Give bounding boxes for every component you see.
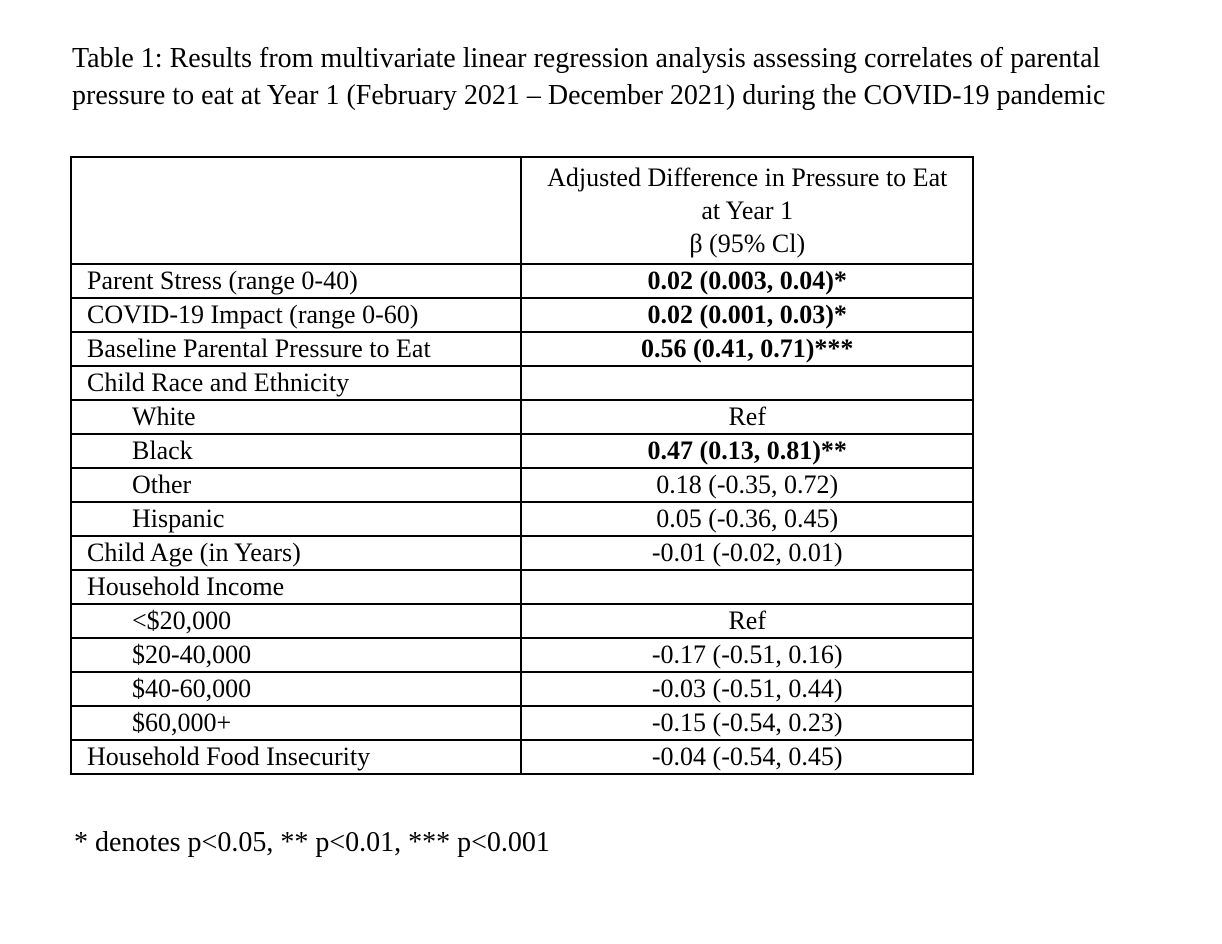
row-label: White xyxy=(71,400,521,434)
table-row xyxy=(71,604,973,638)
header-line-1: Adjusted Difference in Pressure to Eat xyxy=(547,163,948,192)
header-line-3: β (95% Cl) xyxy=(689,229,806,258)
row-label: <$20,000 xyxy=(71,604,521,638)
table-row xyxy=(71,502,973,536)
table-row xyxy=(71,400,973,434)
row-estimate xyxy=(521,570,973,604)
row-label: Black xyxy=(71,434,521,468)
table-row xyxy=(71,672,973,706)
row-estimate: 0.56 (0.41, 0.71)*** xyxy=(521,332,973,366)
row-estimate: 0.02 (0.003, 0.04)* xyxy=(521,264,973,298)
row-label: Other xyxy=(71,468,521,502)
row-estimate: -0.04 (-0.54, 0.45) xyxy=(521,740,973,774)
header-value-cell xyxy=(521,157,973,264)
table-caption xyxy=(72,40,1182,114)
row-label: Child Race and Ethnicity xyxy=(71,366,521,400)
table-row xyxy=(71,366,973,400)
table-row xyxy=(71,706,973,740)
row-estimate: -0.15 (-0.54, 0.23) xyxy=(521,706,973,740)
row-estimate: -0.01 (-0.02, 0.01) xyxy=(521,536,973,570)
row-label: $20-40,000 xyxy=(71,638,521,672)
row-label: $40-60,000 xyxy=(71,672,521,706)
table-header-row xyxy=(71,157,973,264)
row-label: Hispanic xyxy=(71,502,521,536)
table-row xyxy=(71,468,973,502)
table-row xyxy=(71,434,973,468)
row-label: Baseline Parental Pressure to Eat xyxy=(71,332,521,366)
row-label: COVID-19 Impact (range 0-60) xyxy=(71,298,521,332)
row-estimate: 0.47 (0.13, 0.81)** xyxy=(521,434,973,468)
row-estimate: Ref xyxy=(521,604,973,638)
row-estimate: 0.05 (-0.36, 0.45) xyxy=(521,502,973,536)
row-estimate: 0.18 (-0.35, 0.72) xyxy=(521,468,973,502)
table-row xyxy=(71,332,973,366)
table-row xyxy=(71,536,973,570)
row-label: Household Income xyxy=(71,570,521,604)
row-label: $60,000+ xyxy=(71,706,521,740)
caption-line-1: Table 1: Results from multivariate linear regression analysis assessing correlates of parental xyxy=(72,43,1101,74)
row-estimate: 0.02 (0.001, 0.03)* xyxy=(521,298,973,332)
caption-line-2: pressure to eat at Year 1 (February 2021 – December 2021) during the COVID-19 pandemic xyxy=(72,80,1106,111)
row-estimate: -0.17 (-0.51, 0.16) xyxy=(521,638,973,672)
table-row xyxy=(71,298,973,332)
regression-results-table xyxy=(70,156,974,775)
row-estimate xyxy=(521,366,973,400)
significance-footnote: * denotes p<0.05, ** p<0.01, *** p<0.001 xyxy=(74,827,550,858)
row-label: Parent Stress (range 0-40) xyxy=(71,264,521,298)
table-row xyxy=(71,740,973,774)
row-label: Household Food Insecurity xyxy=(71,740,521,774)
row-label: Child Age (in Years) xyxy=(71,536,521,570)
header-empty-cell xyxy=(71,157,521,264)
header-line-2: at Year 1 xyxy=(701,196,794,225)
table-row xyxy=(71,570,973,604)
table-row xyxy=(71,638,973,672)
row-estimate: Ref xyxy=(521,400,973,434)
table-body xyxy=(71,157,973,774)
table-row xyxy=(71,264,973,298)
row-estimate: -0.03 (-0.51, 0.44) xyxy=(521,672,973,706)
